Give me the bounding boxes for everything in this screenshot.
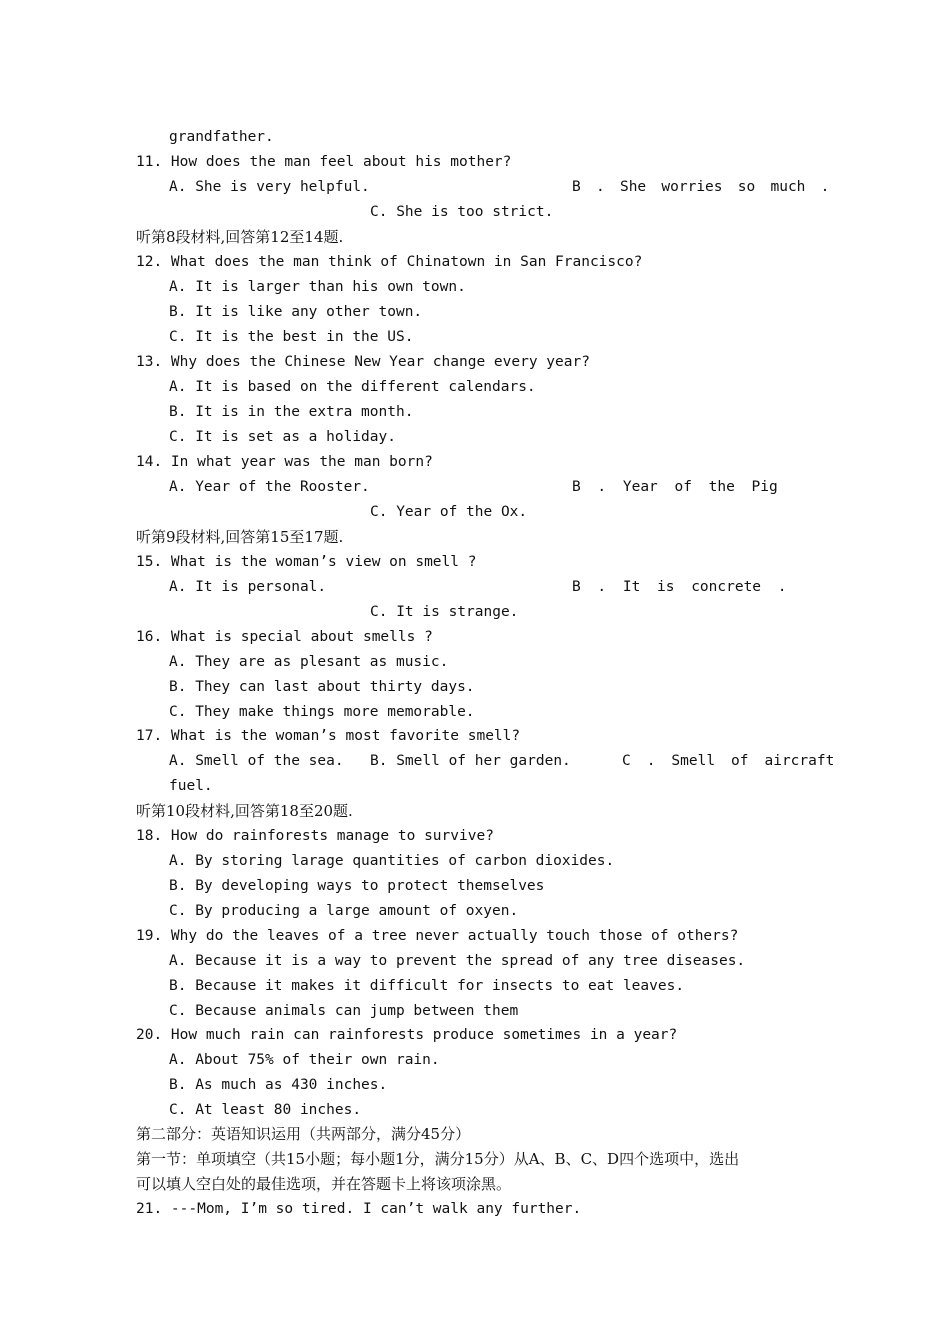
option-a: A. It is based on the different calendars. <box>169 379 536 395</box>
continued-line: grandfather. <box>169 129 274 145</box>
question-16: 16. What is special about smells ? <box>136 629 433 645</box>
option-a: A. Smell of the sea. <box>169 753 344 769</box>
section-one-instructions-continued: 可以填人空白处的最佳选项，并在答题卡上将该项涂黑。 <box>136 1175 512 1193</box>
option-b: B. Smell of her garden. <box>370 753 571 769</box>
section-heading-8: 听第8段材料,回答第12至14题. <box>136 228 344 246</box>
option-c: C . Smell of aircraft <box>622 753 835 769</box>
option-b: B. It is like any other town. <box>169 304 423 320</box>
option-a: A. They are as plesant as music. <box>169 654 449 670</box>
question-21: 21. ---Mom, I’m so tired. I can’t walk any further. <box>136 1201 582 1217</box>
question-15: 15. What is the woman’s view on smell ? <box>136 554 477 570</box>
question-13: 13. Why does the Chinese New Year change every year? <box>136 354 590 370</box>
option-b: B . Year of the Pig <box>572 479 778 495</box>
option-b: B. As much as 430 inches. <box>169 1077 388 1093</box>
option-c: C. By producing a large amount of oxyen. <box>169 903 519 919</box>
option-b: B. By developing ways to protect themselves <box>169 878 545 894</box>
option-b: B . It is concrete . <box>572 579 787 595</box>
section-one-instructions: 第一节：单项填空（共15小题；每小题1分，满分15分）从A、B、C、D四个选项中，选出 <box>136 1150 740 1168</box>
option-a: A. By storing larage quantities of carbon dioxides. <box>169 853 615 869</box>
option-c: C. Because animals can jump between them <box>169 1003 519 1019</box>
option-a: A. She is very helpful. <box>169 179 370 195</box>
option-a: A. About 75% of their own rain. <box>169 1052 440 1068</box>
option-c: C. It is the best in the US. <box>169 329 414 345</box>
option-c: C. It is set as a holiday. <box>169 429 396 445</box>
question-11: 11. How does the man feel about his mother? <box>136 154 512 170</box>
option-c: C. She is too strict. <box>370 204 554 220</box>
section-heading-9: 听第9段材料,回答第15至17题. <box>136 528 344 546</box>
option-b: B. It is in the extra month. <box>169 404 414 420</box>
question-18: 18. How do rainforests manage to survive? <box>136 828 494 844</box>
part-two-heading: 第二部分：英语知识运用（共两部分，满分45分） <box>136 1125 471 1143</box>
option-b: B. They can last about thirty days. <box>169 679 475 695</box>
option-a: A. Because it is a way to prevent the spread of any tree diseases. <box>169 953 746 969</box>
option-c: C. They make things more memorable. <box>169 704 475 720</box>
section-heading-10: 听第10段材料,回答第18至20题. <box>136 802 353 820</box>
option-c: C. Year of the Ox. <box>370 504 528 520</box>
option-a: A. It is larger than his own town. <box>169 279 466 295</box>
question-17: 17. What is the woman’s most favorite smell? <box>136 728 521 744</box>
option-b: B. Because it makes it difficult for insects to eat leaves. <box>169 978 685 994</box>
option-c: C. At least 80 inches. <box>169 1102 362 1118</box>
question-12: 12. What does the man think of Chinatown in San Francisco? <box>136 254 643 270</box>
option-c: C. It is strange. <box>370 604 519 620</box>
option-b: B . She worries so much . <box>572 179 830 195</box>
option-a: A. It is personal. <box>169 579 327 595</box>
question-20: 20. How much rain can rainforests produce sometimes in a year? <box>136 1027 678 1043</box>
question-19: 19. Why do the leaves of a tree never actually touch those of others? <box>136 928 739 944</box>
question-14: 14. In what year was the man born? <box>136 454 433 470</box>
option-c-continued: fuel. <box>169 778 213 794</box>
option-a: A. Year of the Rooster. <box>169 479 370 495</box>
